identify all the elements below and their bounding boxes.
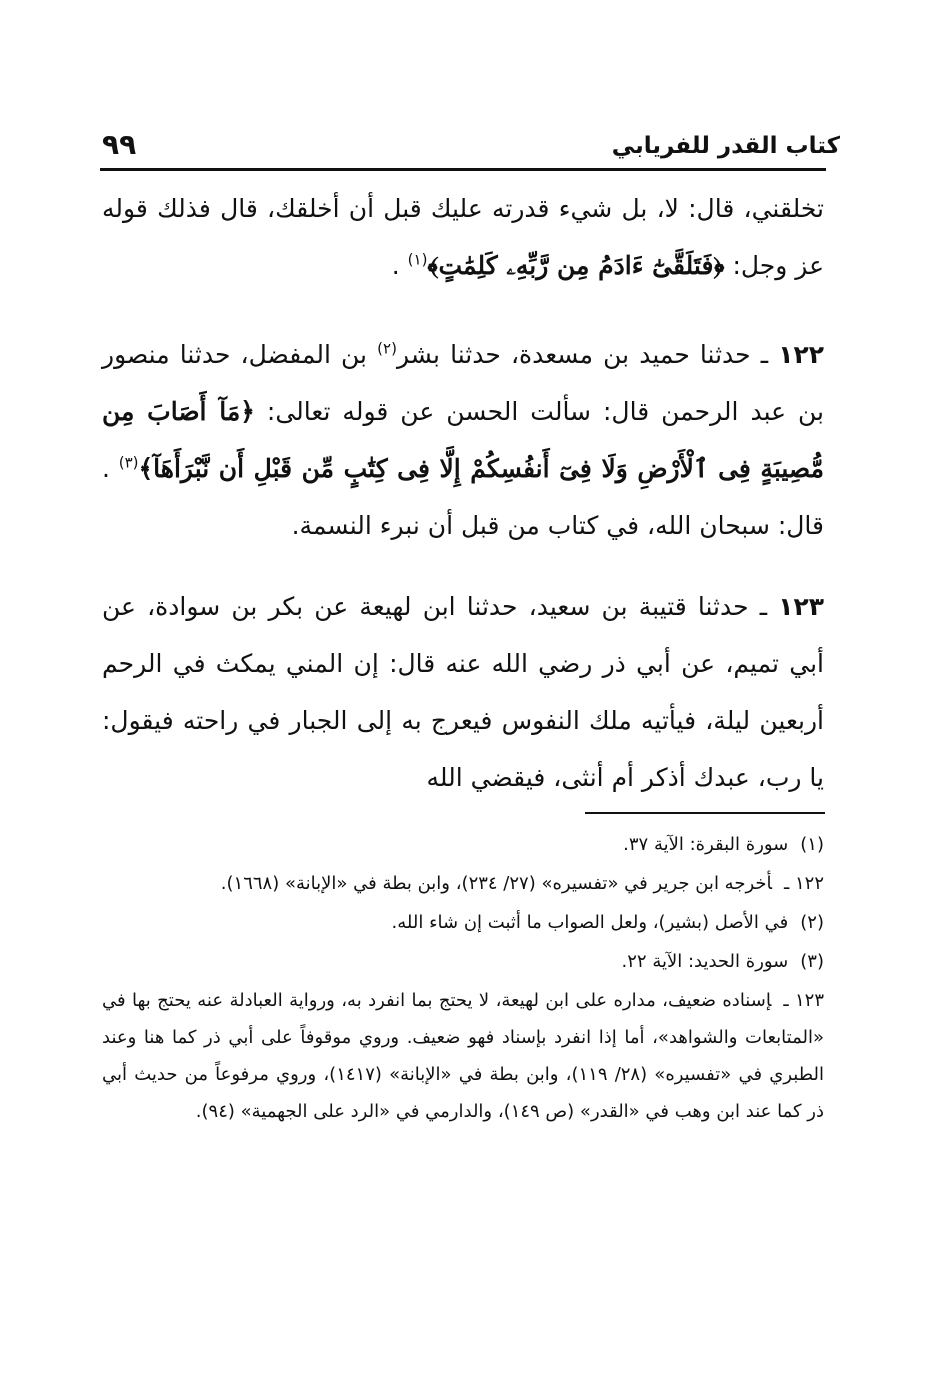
quran-verse: ﴿فَتَلَقَّىٰٓ ءَادَمُ مِن رَّبِّهِۦ كَلِمَٰتٍ﴾ (427, 251, 725, 280)
page-number: ٩٩ (102, 128, 137, 161)
footnote-mark: (٢) (800, 912, 824, 933)
narration-number: ١٢٣ (778, 592, 824, 621)
footnote-mark: (٣) (800, 951, 824, 972)
paragraph-end: . (391, 251, 408, 280)
footnote-text: إسناده ضعيف، مداره على ابن لهيعة، لا يحتج بما انفرد به، ورواية العبادلة عنه يحتج بها في «المتابعات والشواهد»، أما إذا انفرد بإسناد فهو ضعيف. وروي موقوفاً على أبي ذر كما هنا وعند الطبري في «تفسيره» (٢٨/ ١١٩)، وابن بطة في «الإبانة» (١٤١٧)، وروي مرفوعاً من حديث أبي ذر كما عند ابن وهب في «القدر» (ص ١٤٩)، والدارمي في «الرد على الجهمية» (٩٤). (102, 990, 824, 1122)
footnote-text: سورة البقرة: الآية ٣٧. (623, 834, 789, 855)
footnote-ref: (١) (407, 250, 428, 269)
footnote-separator (585, 812, 825, 814)
footnote-text: في الأصل (بشير)، ولعل الصواب ما أثبت إن شاء الله. (391, 912, 789, 933)
paragraph-text: ـ حدثنا قتيبة بن سعيد، حدثنا ابن لهيعة عن بكر بن سوادة، عن أبي تميم، عن أبي ذر رضي الله عنه قال: إن المني يمكث في الرحم أربعين ليلة، فيأتيه ملك النفوس فيعرج به إلى الجبار في راحته فيقول: يا رب، عبدك أذكر أم أنثى، فيقضي الله (102, 592, 824, 792)
narration-number: ١٢٢ (778, 340, 824, 369)
footnote-ref: (٣) (118, 453, 139, 472)
footnote-item (102, 904, 824, 941)
paragraph-end: . قال: سبحان الله، في كتاب من قبل أن نبرء النسمة. (102, 454, 824, 540)
footnote-mark: (١) (800, 834, 824, 855)
narration-123 (102, 578, 824, 806)
running-header-title: كتاب القدر للفريابي (611, 133, 840, 159)
footnotes (102, 826, 824, 1132)
paragraph-continued (102, 180, 824, 294)
paragraph-text: ـ حدثنا حميد بن مسعدة، حدثنا بشر (396, 340, 779, 369)
footnote-text: أخرجه ابن جرير في «تفسيره» (٢٧/ ٢٣٤)، وابن بطة في «الإبانة» (١٦٦٨). (220, 873, 772, 894)
quran-verse: ﴿مَآ أَصَابَ مِن مُّصِيبَةٍ فِى ٱلْأَرْضِ وَلَا فِىٓ أَنفُسِكُمْ إِلَّا فِى كِتَٰبٍ مِّن قَبْلِ أَن نَّبْرَأَهَآ﴾ (102, 397, 824, 483)
footnote-ref: (٢) (377, 339, 397, 358)
footnote-item (102, 865, 824, 902)
footnote-item (102, 982, 824, 1130)
footnote-item (102, 826, 824, 863)
narration-122 (102, 326, 824, 554)
footnote-mark: ١٢٢ ـ (783, 873, 824, 894)
header-rule (100, 168, 826, 171)
footnote-mark: ١٢٣ ـ (783, 990, 824, 1011)
paragraph-text: بن المفضل، حدثنا منصور بن عبد الرحمن قال: سألت الحسن عن قوله تعالى: (102, 340, 825, 426)
footnote-item (102, 943, 824, 980)
footnote-text: سورة الحديد: الآية ٢٢. (621, 951, 789, 972)
paragraph-text: تخلقني، قال: لا، بل شيء قدرته عليك قبل أن أخلقك، قال فذلك قوله عز وجل: (102, 194, 824, 280)
